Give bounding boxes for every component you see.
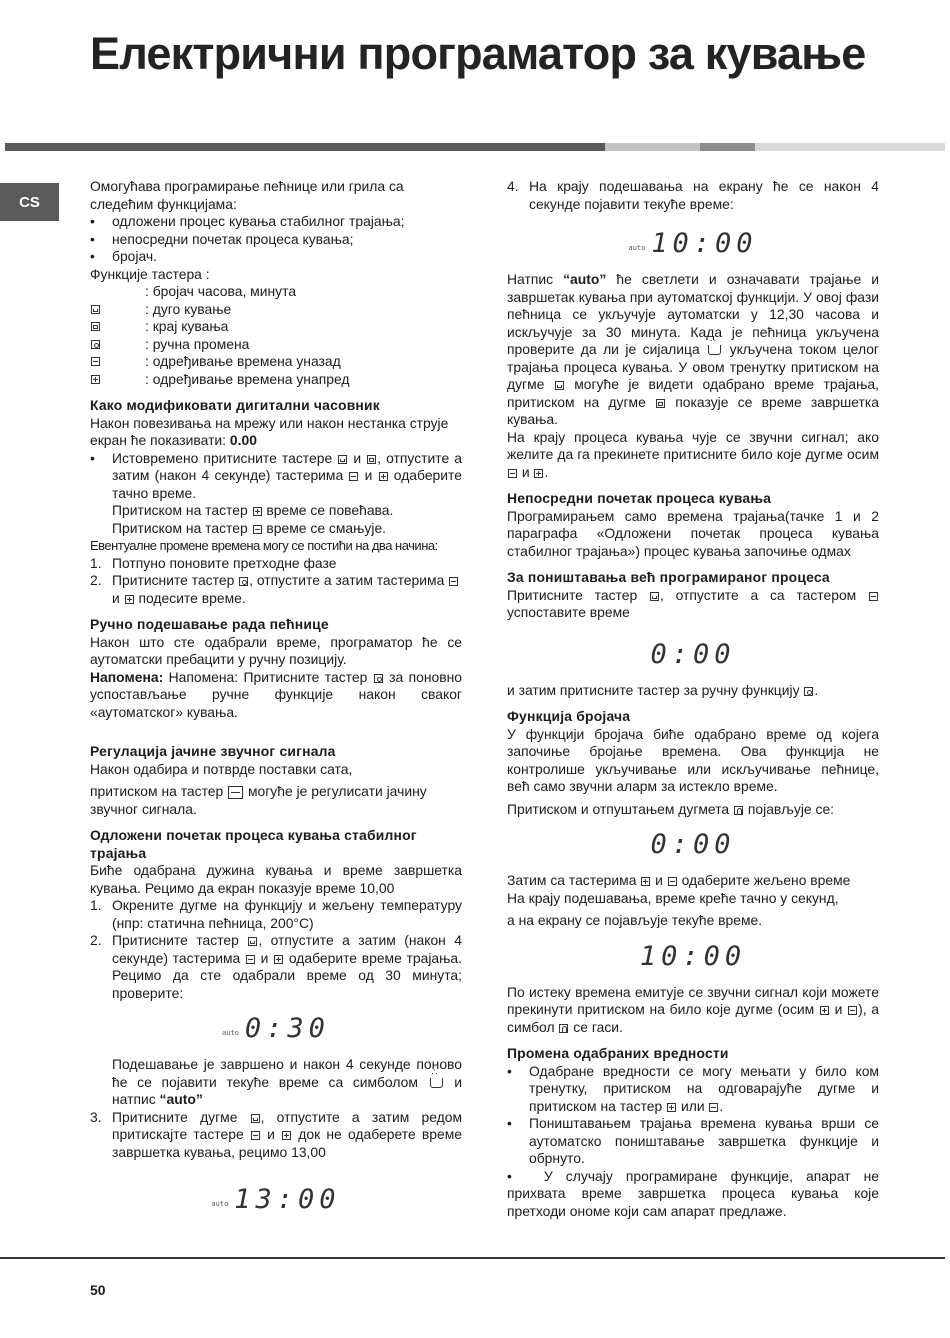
key-row: : одређивање времена унапред (90, 371, 462, 389)
right-column (507, 178, 879, 1220)
display-readout: auto 10:00 (628, 228, 758, 259)
plus-icon (379, 472, 388, 481)
intro-text: Омогућава програмирање пећнице или грила са следећим функцијама: (90, 178, 404, 212)
list-item: • Истовремено притисните тастере и , отпустите а затим (након 4 секунде) тастерима и одаберите тачно време. (90, 449, 462, 501)
pot-steam-icon (708, 345, 721, 355)
footer-rule (0, 1257, 945, 1259)
plus-icon (282, 1131, 291, 1140)
note-text: Евентуалне промене времена могу се постићи на два начина: (90, 538, 438, 553)
end-cooking-icon (367, 455, 376, 464)
bullet-icon: • (507, 1115, 512, 1131)
minus-icon (228, 786, 243, 799)
header-bar-segment (605, 143, 700, 151)
plus-icon (641, 877, 650, 886)
cook-duration-icon (555, 381, 564, 390)
cook-duration-icon (338, 455, 347, 464)
paragraph: У функцији бројача биће одабрано време од којега започиње бројање времена. Ова функција не контролише укључивање или искључивање пећнице, већ само звучни аларм за истекло време. (507, 725, 879, 794)
paragraph: Напомена: Напомена: Притисните тастер за поновно успостављање ручне функције након сваког «аутоматског» кувања. (90, 668, 463, 720)
paragraph: Затим са тастерима и одаберите жељено време (507, 872, 851, 888)
paragraph: Након одабира и потврде поставки сата, (90, 760, 353, 777)
list-item: • Одабране вредности се могу мењати у било ком тренутку, притиском на одговарајуће дугме и притиском на тастер или . (507, 1062, 879, 1114)
section-heading: Функција бројача (507, 708, 631, 724)
section-heading: Непосредни почетак процеса кувања (507, 490, 772, 506)
paragraph: Притиском на тастер време се смањује. (112, 519, 387, 536)
bullet-icon: • (507, 1167, 512, 1184)
manual-mode-icon (374, 674, 383, 683)
paragraph: притиском на тастер могуће је регулисати јачину звучног сигнала. (90, 783, 427, 817)
plus-icon (667, 1103, 676, 1112)
minus-icon (848, 1006, 857, 1015)
end-cooking-icon (656, 399, 665, 408)
cook-duration-icon (91, 305, 100, 314)
header-bar (5, 143, 605, 151)
plus-icon (253, 507, 262, 516)
list-item: 1. Окрените дугме на функцију и жељену температуру (нпр: статична пећница, 200°C) (90, 897, 462, 931)
section-heading: Ручно подешавање рада пећнице (90, 616, 329, 632)
key-row: : дуго кување (90, 301, 462, 319)
display-readout: auto 13:00 (211, 1184, 341, 1215)
pot-steam-icon (430, 1078, 443, 1088)
bullet-icon: • (90, 230, 95, 247)
minus-icon (869, 592, 878, 601)
paragraph: и затим притисните тастер за ручну функцију . (507, 681, 819, 698)
minus-icon (709, 1103, 718, 1112)
paragraph: По истеку времена емитује се звучни сигнал који можете прекинути притиском на било које дугме (осим и ), а симбол се гаси. (507, 983, 879, 1035)
paragraph: Притиском на тастер време се повећава. (112, 502, 394, 518)
manual-mode-icon (91, 340, 100, 349)
list-item: • бројач. (90, 248, 158, 264)
key-row: : ручна промена (90, 336, 462, 354)
minus-icon (349, 472, 358, 481)
bullet-icon: • (90, 449, 95, 466)
minus-icon (449, 577, 458, 586)
bullet-icon: • (90, 213, 95, 229)
list-item: • непосредни почетак процеса кувања; (90, 230, 354, 247)
section-heading: Регулација јачине звучног сигнала (90, 743, 336, 759)
key-row: : одређивање времена уназад (90, 353, 462, 371)
key-row: : бројач часова, минута (145, 283, 297, 299)
list-item: • Поништавањем трајања времена кувања врши се аутоматско поништавање завршетка функције и обрнуто. (507, 1115, 879, 1166)
cook-duration-icon (248, 937, 257, 946)
bell-icon (559, 1024, 568, 1033)
bell-icon (734, 806, 743, 815)
plus-icon (91, 375, 100, 384)
display-readout: 0:00 (650, 829, 736, 860)
page-title: Електрични програматор за кување (90, 28, 866, 79)
minus-icon (253, 525, 262, 534)
list-item: 4. На крају подешавања на екрану ће се након 4 секунде појавити текуће време: (507, 178, 879, 212)
paragraph: Биће одабрана дужина кувања и време завршетка кувања. Рецимо да екран показује време 10,00 (90, 862, 462, 896)
left-column (90, 178, 462, 1227)
header-bar-segment (755, 143, 945, 151)
page-number: 50 (90, 1282, 106, 1298)
minus-icon (91, 357, 100, 366)
section-heading: Промена одабраних вредности (507, 1045, 729, 1061)
language-tab: CS (0, 183, 59, 221)
paragraph: Натпис “auto” ће светлети и означавати трајање и завршетак кувања при аутоматској функцији. У овој фази пећница се укључује аутоматски у 12,30 часова и искључује за 30 минута. Када је пећница укључена проверите да ли је сијалица ∴ укључена током целог трајања процеса кувања. У овом тренутку притиском на дугме могуће је видети одабрано време трајања, притиском на дугме показује се време завршетка кувања. (507, 271, 879, 429)
list-item: • У случају програмиране функције, апарат не прихвата време завршетка процеса кувања које претходи ономе који сам апарат предлаже. (507, 1167, 879, 1219)
bullet-icon: • (507, 1062, 512, 1079)
end-cooking-icon (91, 322, 100, 331)
header-bar-segment (700, 143, 755, 151)
minus-icon (251, 1131, 260, 1140)
paragraph: Програмирањем само времена трајања(тачке 1 и 2 параграфа «Одложени почетак процеса кувања стабилног трајања») процес кувања започиње одмах (507, 507, 879, 559)
section-heading: За поништавања већ програмираног процеса (507, 569, 830, 585)
list-item: 2. Притисните тастер , отпустите а затим (након 4 секунде) тастерима и одаберите време трајања. Рецимо да сте одабрали време од 30 минута; проверите: (90, 932, 463, 1001)
section-heading: Како модификовати дигитални часовник (90, 397, 380, 413)
plus-icon (534, 469, 543, 478)
list-item: 2. Притисните тастер , отпустите а затим тастерима и подесите време. (90, 572, 462, 607)
minus-icon (246, 955, 255, 964)
manual-mode-icon (804, 687, 813, 696)
list-item: 1. Потпуно поновите претходне фазе (90, 554, 337, 571)
minus-icon (508, 469, 517, 478)
cook-duration-icon (650, 592, 659, 601)
paragraph: а на екрану се појављује текуће време. (507, 912, 763, 928)
plus-icon (125, 595, 134, 604)
list-item: 3. Притисните дугме , отпустите а затим редом притискајте тастере и док не одаберете време завршетка кувања, рецимо 13,00 (90, 1108, 462, 1160)
display-readout: 10:00 (639, 940, 747, 972)
paragraph: На крају процеса кувања чује се звучни сигнал; ако желите да га прекинете притисните било које дугме осим и . (507, 428, 879, 480)
bullet-icon: • (90, 248, 95, 264)
paragraph: На крају подешавања, време креће тачно у секунд, (507, 889, 839, 906)
paragraph: Подешавање је завршено и након 4 секунде поново ће се појавити текуће време са симболом ∴ и натпис “auto” (90, 1056, 462, 1109)
minus-icon (668, 877, 677, 886)
paragraph: Након што сте одабрали време, програматор ће се аутоматски пребацити у ручну позицију. (90, 633, 462, 667)
plus-icon (274, 955, 283, 964)
cook-duration-icon (251, 1114, 260, 1123)
plus-icon (820, 1006, 829, 1015)
key-row: : крај кувања (90, 318, 462, 336)
list-item: • одложени процес кувања стабилног трајања; (90, 213, 405, 229)
paragraph: Притиском и отпуштањем дугмета појављује се: (507, 800, 835, 817)
section-heading: Одложени почетак процеса кувања стабилног трајања (90, 827, 417, 861)
display-readout: 0:00 (650, 638, 736, 670)
paragraph: Притисните тастер , отпустите а са тастером успоставите време (507, 587, 879, 622)
functions-label: Функције тастера : (90, 265, 210, 282)
paragraph: Након повезивања на мрежу или након нестанка струје екран ће показивати: 0.00 (90, 414, 449, 448)
manual-mode-icon (239, 577, 248, 586)
display-readout: auto 0:30 (222, 1013, 330, 1044)
